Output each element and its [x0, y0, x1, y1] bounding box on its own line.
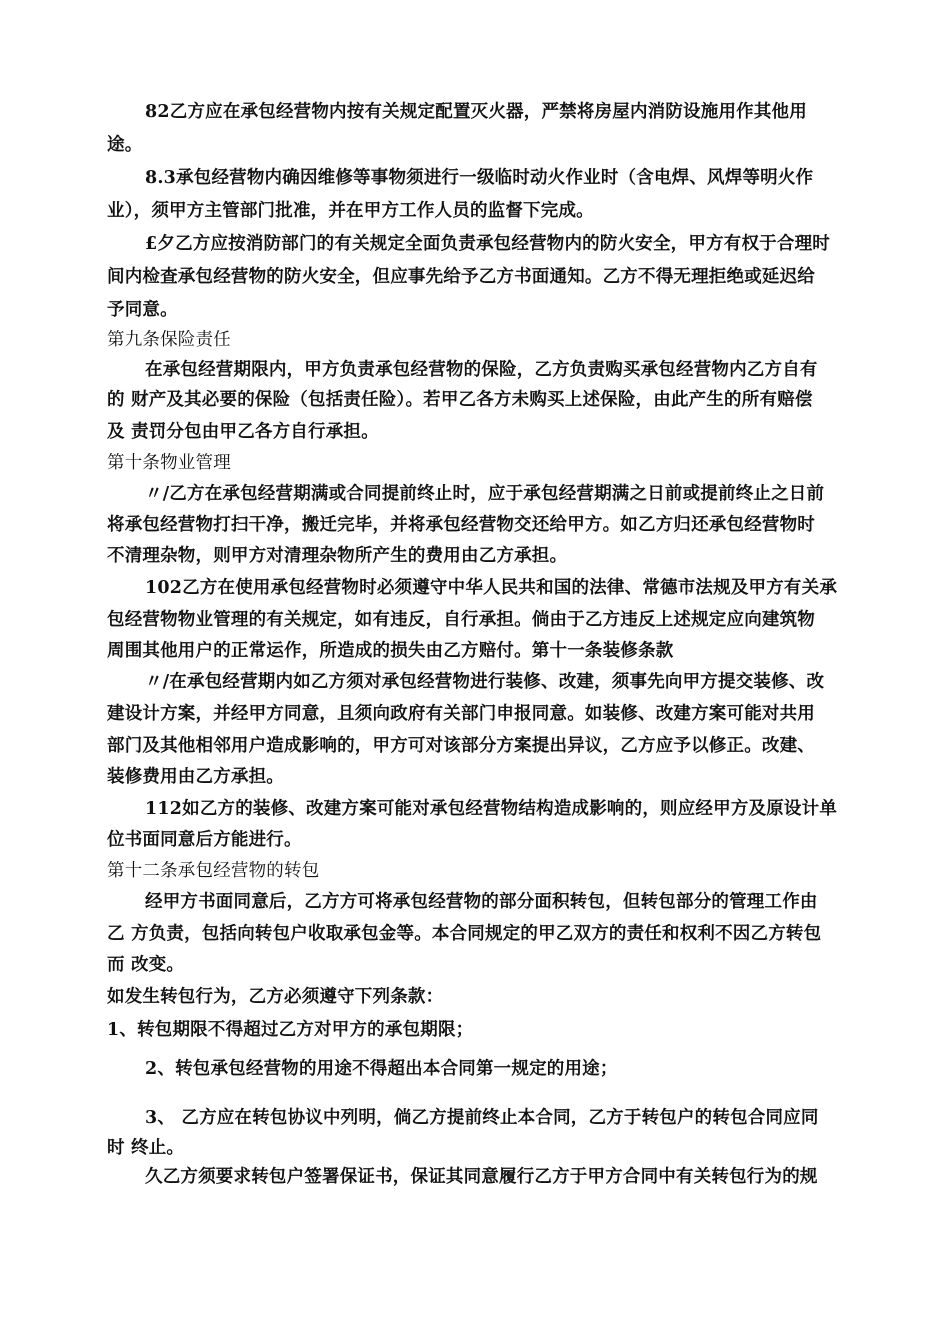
text-line: 将承包经营物打扫干净，搬迁完毕，并将承包经营物交还给甲方。如乙方归还承包经营物时 — [107, 515, 815, 535]
text-line: £夕乙方应按消防部门的有关规定全面负责承包经营物内的防火安全，甲方有权于合理时 — [145, 234, 830, 254]
list-item: 3、 乙方应在转包协议中列明，倘乙方提前终止本合同，乙方于转包户的转包合同应同 — [145, 1108, 819, 1128]
text-line: 装修费用由乙方承担。 — [107, 767, 284, 787]
text-line: 部门及其他相邻用户造成影响的，甲方可对该部分方案提出异议，乙方应予以修正。改建、 — [107, 736, 815, 756]
section-heading: 第九条保险责任 — [107, 330, 231, 350]
text-line: 的 财产及其必要的保险（包括责任险）。若甲乙各方未购买上述保险，由此产生的所有赔偿 — [107, 390, 813, 410]
text-line: 8.3承包经营物内确因维修等事物须进行一级临时动火作业时（含电焊、风焊等明火作 — [145, 168, 814, 188]
text-line: 间内检查承包经营物的防火安全，但应事先给予乙方书面通知。乙方不得无理拒绝或延迟给 — [107, 267, 815, 287]
text-line: 102乙方在使用承包经营物时必须遵守中华人民共和国的法律、常德市法规及甲方有关承 — [145, 578, 838, 598]
text-line: 包经营物物业管理的有关规定，如有违反，自行承担。倘由于乙方违反上述规定应向建筑物 — [107, 610, 815, 630]
text-line: 在承包经营期限内，甲方负责承包经营物的保险，乙方负责购买承包经营物内乙方自有 — [145, 360, 818, 380]
text-line: 乙 方负责，包括向转包户收取承包金等。本合同规定的甲乙双方的责任和权利不因乙方转包 — [107, 924, 822, 944]
text-line: 112如乙方的装修、改建方案可能对承包经营物结构造成影响的，则应经甲方及原设计单 — [145, 799, 838, 819]
text-line: 予同意。 — [107, 300, 178, 320]
list-item: 2、转包承包经营物的用途不得超出本合同第一规定的用途； — [145, 1059, 618, 1079]
list-item: 1、转包期限不得超过乙方对甲方的承包期限； — [107, 1020, 474, 1040]
text-line: 〃/乙方在承包经营期满或合同提前终止时，应于承包经营期满之日前或提前终止之日前 — [145, 484, 825, 504]
text-line: 业），须甲方主管部门批准，并在甲方工作人员的监督下完成。 — [107, 201, 594, 221]
text-line: 〃/在承包经营期内如乙方须对承包经营物进行装修、改建，须事先向甲方提交装修、改 — [145, 672, 825, 692]
text-line: 如发生转包行为，乙方必须遵守下列条款： — [107, 987, 444, 1007]
text-line: 经甲方书面同意后，乙方方可将承包经营物的部分面积转包，但转包部分的管理工作由 — [145, 892, 818, 912]
text-line: 途。 — [107, 135, 143, 155]
text-line: 82乙方应在承包经营物内按有关规定配置灭火器，严禁将房屋内消防设施用作其他用 — [145, 102, 807, 122]
text-line: 而 改变。 — [107, 955, 185, 975]
text-line: 位书面同意后方能进行。 — [107, 830, 302, 850]
text-line: 建设计方案，并经甲方同意，且须向政府有关部门申报同意。如装修、改建方案可能对共用 — [107, 704, 815, 724]
section-heading: 第十二条承包经营物的转包 — [107, 861, 320, 881]
text-line: 时 终止。 — [107, 1138, 185, 1158]
text-line: 及 责罚分包由甲乙各方自行承担。 — [107, 422, 379, 442]
section-heading: 第十条物业管理 — [107, 453, 231, 473]
text-line: 久乙方须要求转包户签署保证书，保证其同意履行乙方于甲方合同中有关转包行为的规 — [145, 1167, 818, 1187]
text-line: 不清理杂物，则甲方对清理杂物所产生的费用由乙方承担。 — [107, 546, 568, 566]
text-line: 周围其他用户的正常运作，所造成的损失由乙方赔付。第十一条装修条款 — [107, 641, 674, 661]
